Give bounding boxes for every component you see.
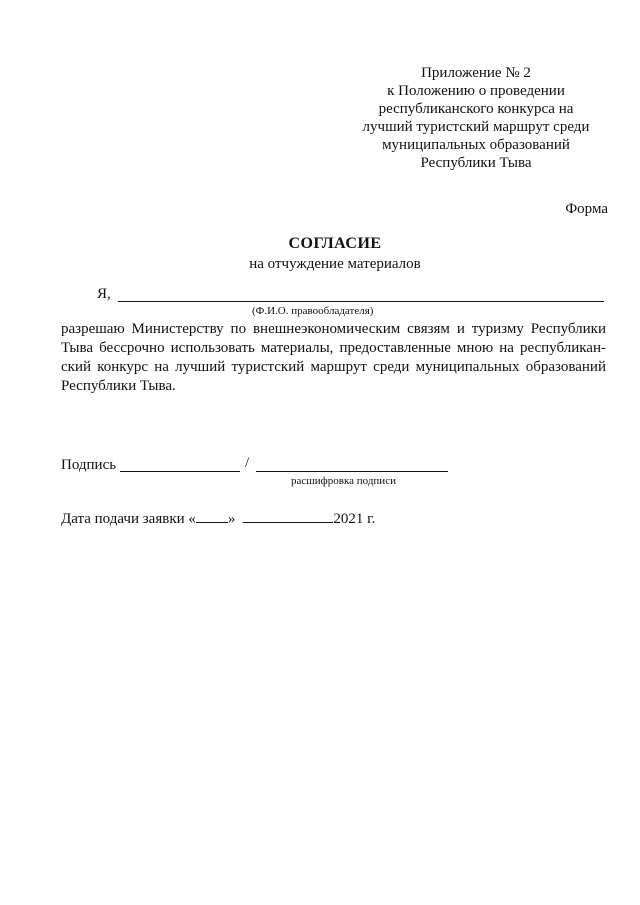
document-subtitle: на отчуждение материалов: [249, 256, 421, 272]
fio-field-line[interactable]: [118, 301, 604, 302]
month-field-line[interactable]: [243, 510, 333, 523]
consent-paragraph: разрешаю Министерству по внешнеэкономическим связям и туризму Республики Тыва бессрочно использовать материалы, предоставленные мною на республикан-ский конкурс на лучший туристский маршрут среди муниципальных образований Республики Тыва.: [61, 321, 606, 394]
signature-decode-field-line[interactable]: [256, 471, 448, 472]
signature-label: Подпись: [61, 457, 117, 473]
date-label: Дата подачи заявки «: [61, 511, 196, 527]
form-label: Форма: [565, 201, 608, 217]
date-quote-close: »: [227, 511, 236, 527]
ya-label: Я,: [97, 286, 111, 302]
submission-date-row: [61, 510, 375, 528]
appendix-line: муниципальных образований: [382, 137, 570, 153]
appendix-line: лучший туристский маршрут среди: [362, 119, 590, 135]
appendix-line: республиканского конкурса на: [378, 101, 574, 117]
fio-caption: (Ф.И.О. правообладателя): [252, 305, 374, 317]
signature-separator: /: [245, 455, 250, 471]
appendix-line: Приложение № 2: [421, 65, 531, 81]
signature-field-line[interactable]: [120, 471, 240, 472]
day-field-line[interactable]: [196, 510, 228, 523]
appendix-line: Республики Тыва: [420, 155, 532, 171]
date-year: 2021 г.: [333, 511, 376, 527]
document-title: СОГЛАСИЕ: [288, 235, 382, 252]
appendix-block: [338, 64, 614, 172]
signature-decode-caption: расшифровка подписи: [291, 475, 396, 487]
appendix-line: к Положению о проведении: [387, 83, 565, 99]
